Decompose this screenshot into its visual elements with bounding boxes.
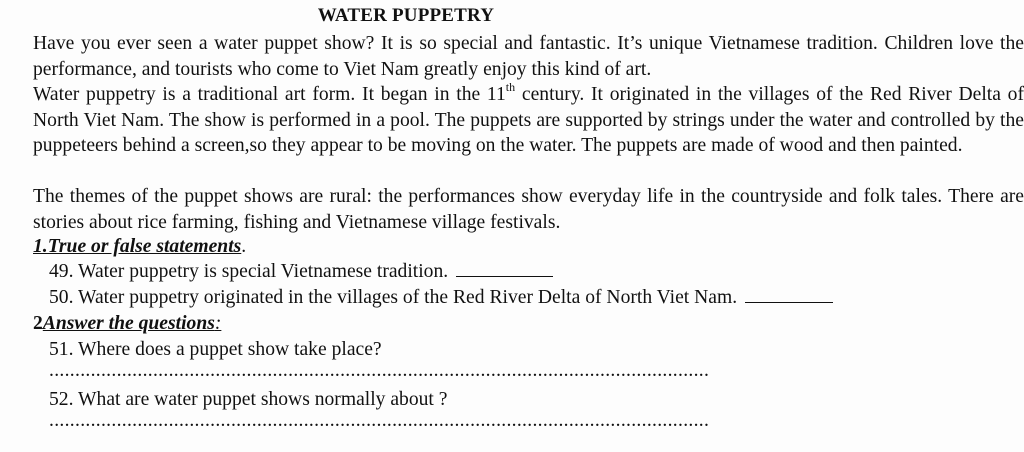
statement-49 xyxy=(49,259,553,284)
section-true-false-label: 1.True or false statements xyxy=(33,236,242,257)
section-true-false-trailer: . xyxy=(241,236,247,257)
paragraph-history-rest: century. It originated in the villages of the Red River Delta of North Viet Nam. The show is performed in a pool. The puppets are supported by strings under the water and controlled by the puppeteers behind a screen,so they appear to be moving on the water. The puppets are made of wood and then painted. xyxy=(33,84,1024,156)
section-questions-label: Answer the questions xyxy=(42,313,215,334)
paragraph-themes: The themes of the puppet shows are rural: the performances show everyday life in the countryside and folk tales. There are stories about rice farming, fishing and Vietnamese village festivals. xyxy=(33,186,1024,233)
statement-50 xyxy=(49,285,833,310)
question-51-answer-line[interactable]: ............................................................................................................................... xyxy=(49,361,710,381)
statement-50-answer-blank[interactable] xyxy=(745,288,833,303)
section-questions-number: 2 xyxy=(33,313,43,334)
document-title: WATER PUPPETRY xyxy=(317,5,495,26)
question-51: 51. Where does a puppet show take place? xyxy=(49,339,382,360)
statement-50-text: 50. Water puppetry originated in the villages of the Red River Delta of North Viet Nam. xyxy=(49,287,738,308)
section-questions-trailer: : xyxy=(214,313,222,334)
question-52: 52. What are water puppet shows normally about ? xyxy=(49,389,448,410)
question-52-answer-line[interactable]: ............................................................................................................................... xyxy=(49,411,710,431)
paragraph-history xyxy=(33,82,1024,159)
paragraph-intro: Have you ever seen a water puppet show? It is so special and fantastic. It’s unique Vietnamese tradition. Children love the performance, and tourists who come to Viet Nam greatly enjoy this kind of art. xyxy=(33,33,1024,80)
paragraph-history-start: Water puppetry is a traditional art form. It began in the 11 xyxy=(33,84,506,105)
ordinal-superscript: th xyxy=(505,80,516,95)
statement-49-text: 49. Water puppetry is special Vietnamese tradition. xyxy=(49,261,449,282)
section-true-false-heading xyxy=(33,234,246,259)
section-questions-heading xyxy=(33,311,221,336)
statement-49-answer-blank[interactable] xyxy=(456,262,553,277)
